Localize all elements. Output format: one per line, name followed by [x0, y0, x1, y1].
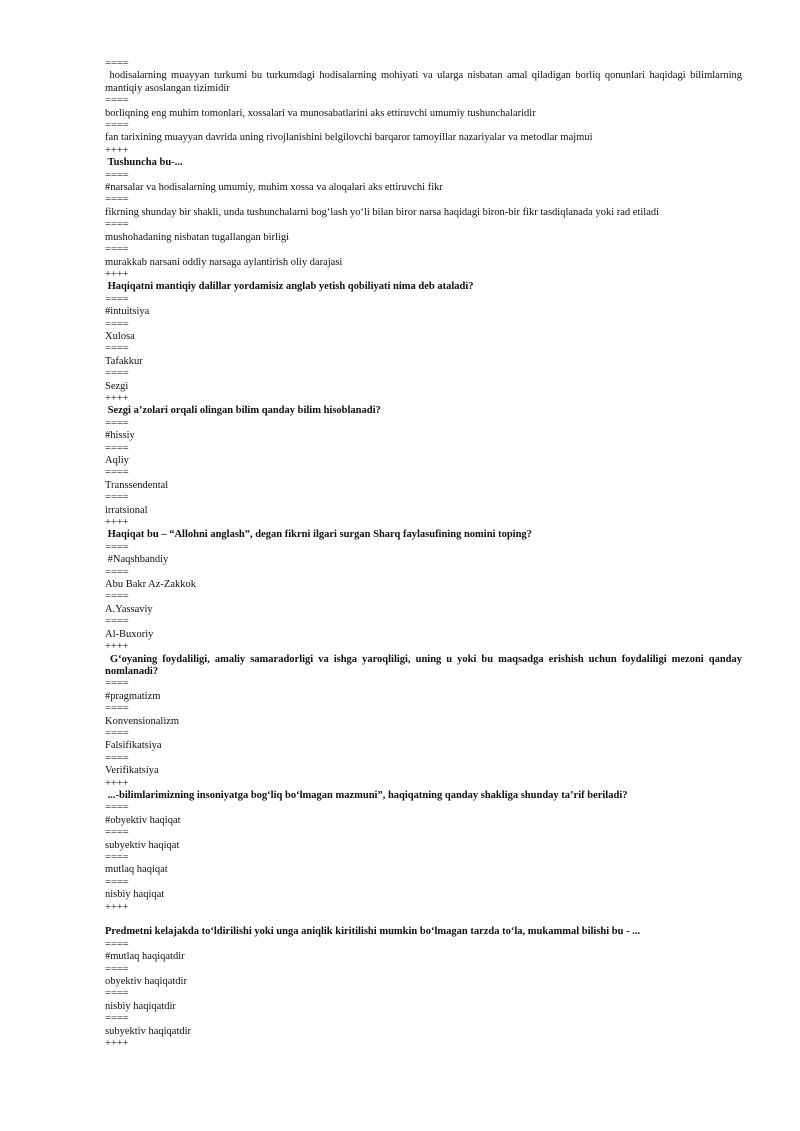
- correct-answer-option: #obyektiv haqiqat: [105, 814, 181, 826]
- document-page: [105, 58, 745, 1050]
- answer-option: mushohadaning nisbatan tugallangan birligi: [105, 231, 290, 243]
- answer-option: Tafakkur: [105, 355, 143, 367]
- option-separator: ====: [105, 727, 129, 739]
- question-separator: ++++: [105, 1038, 129, 1050]
- question-text: Haqiqatni mantiqiy dalillar yordamisiz anglab yetish qobiliyati nima deb ataladi?: [105, 281, 474, 293]
- option-separator: ====: [105, 752, 129, 764]
- option-separator: ====: [105, 95, 129, 107]
- answer-option: nisbiy haqiqatdir: [105, 1000, 176, 1012]
- blank-line: [105, 914, 742, 926]
- question-text: G‘oyaning foydaliligi, amaliy samaradorligi va ishga yaroqliligi, uning u yoki bu maqsadga erishish uchun foydaliligi mezoni qanday nomlanadi?: [105, 653, 745, 677]
- question-text: Haqiqat bu – “Allohni anglash”, degan fikrni ilgari surgan Sharq faylasufining nomini toping?: [105, 529, 532, 541]
- option-separator: ====: [105, 852, 129, 863]
- answer-option: A.Yassaviy: [105, 603, 153, 615]
- answer-option: nisbiy haqiqat: [105, 889, 165, 901]
- option-separator: ====: [105, 293, 129, 305]
- question-separator: ++++: [105, 268, 129, 280]
- answer-option: irratsional: [105, 504, 148, 516]
- answer-option: Aqliy: [105, 455, 129, 466]
- question-separator: ++++: [105, 392, 129, 404]
- option-separator: ====: [105, 244, 129, 256]
- answer-option: Konvensionalizm: [105, 715, 180, 727]
- question-text: Predmetni kelajakda to‘ldirilishi yoki unga aniqlik kiritilishi mumkin bo‘lmagan tarzda to‘la, mukammal bilishi bu - ...: [105, 926, 641, 938]
- correct-answer-option: #hissiy: [105, 430, 135, 442]
- answer-option: Al-Buxoriy: [105, 628, 154, 640]
- option-separator: ====: [105, 876, 129, 888]
- option-separator: ====: [105, 343, 129, 355]
- correct-answer-option: #narsalar va hodisalarning umumiy, muhim xossa va aloqalari aks ettiruvchi fikr: [105, 182, 443, 194]
- question-separator: ++++: [105, 777, 129, 789]
- option-separator: ====: [105, 417, 129, 429]
- option-separator: ====: [105, 827, 129, 839]
- option-separator: ====: [105, 541, 129, 553]
- option-separator: ====: [105, 566, 129, 578]
- option-separator: ====: [105, 988, 129, 1000]
- answer-option: fan tarixining muayyan davrida uning rivojlanishini belgilovchi barqaror tamoyillar nazariyalar va metodlar majmui: [105, 132, 593, 144]
- option-separator: ====: [105, 467, 129, 479]
- answer-option: borliqning eng muhim tomonlari, xossalari va munosabatlarini aks ettiruvchi umumiy tushunchalaridir: [105, 107, 536, 119]
- option-separator: ====: [105, 58, 129, 69]
- option-separator: ====: [105, 1013, 129, 1025]
- option-separator: ====: [105, 963, 129, 975]
- option-separator: ====: [105, 616, 129, 628]
- answer-option: subyektiv haqiqat: [105, 839, 180, 851]
- question-separator: ++++: [105, 641, 129, 653]
- option-separator: ====: [105, 678, 129, 690]
- option-separator: ====: [105, 802, 129, 814]
- correct-answer-option: #intuitsiya: [105, 306, 150, 318]
- question-separator: ++++: [105, 901, 129, 913]
- option-separator: ====: [105, 442, 129, 454]
- option-separator: ====: [105, 194, 129, 206]
- option-separator: ====: [105, 120, 129, 132]
- option-separator: ====: [105, 368, 129, 380]
- option-separator: ====: [105, 591, 129, 603]
- option-separator: ====: [105, 318, 129, 330]
- answer-option: hodisalarning muayyan turkumi bu turkumdagi hodisalarning mohiyati va ularga nisbatan amal qiladigan borliq qonunlari haqidagi bilimlarning mantiqiy asoslangan tizimidir: [105, 70, 745, 94]
- answer-option: Xulosa: [105, 330, 135, 342]
- answer-option: mutlaq haqiqat: [105, 864, 168, 876]
- answer-option: Falsifikatsiya: [105, 740, 162, 752]
- option-separator: ====: [105, 492, 129, 504]
- question-separator: ++++: [105, 144, 129, 156]
- option-separator: ====: [105, 703, 129, 715]
- answer-option: murakkab narsani oddiy narsaga aylantirish oliy darajasi: [105, 256, 343, 268]
- answer-option: fikrning shunday bir shakli, unda tushunchalarni bog‘lash yo‘li bilan biror narsa haqidagi biron-bir fikr tasdiqlanada yoki rad etiladi: [105, 206, 660, 218]
- question-text: ...-bilimlarimizning insoniyatga bog‘liq bo‘lmagan mazmuni”, haqiqatning qanday shakliga shunday ta’rif beriladi?: [105, 789, 628, 801]
- answer-option: Verifikatsiya: [105, 765, 159, 777]
- answer-option: subyektiv haqiqatdir: [105, 1025, 192, 1037]
- answer-option: Sezgi: [105, 380, 129, 392]
- answer-option: Abu Bakr Az-Zakkok: [105, 579, 196, 591]
- question-text: Sezgi a’zolari orqali olingan bilim qanday bilim hisoblanadi?: [105, 405, 381, 417]
- question-separator: ++++: [105, 517, 129, 529]
- option-separator: ====: [105, 938, 129, 950]
- answer-option: obyektiv haqiqatdir: [105, 976, 187, 988]
- answer-option: Transsendental: [105, 479, 169, 491]
- option-separator: ====: [105, 219, 129, 231]
- question-text: Tushuncha bu-...: [105, 157, 183, 169]
- correct-answer-option: #mutlaq haqiqatdir: [105, 951, 185, 963]
- option-separator: ====: [105, 169, 129, 181]
- correct-answer-option: #Naqshbandiy: [105, 554, 169, 566]
- correct-answer-option: #pragmatizm: [105, 690, 161, 702]
